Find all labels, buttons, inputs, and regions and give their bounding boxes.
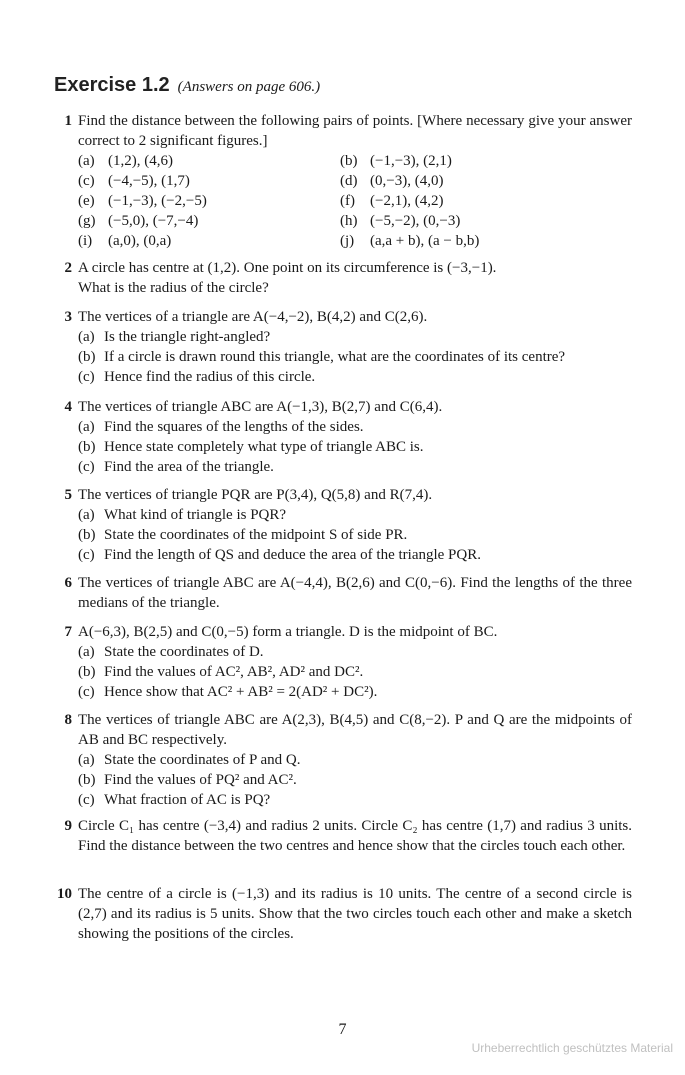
exercise-header xyxy=(54,74,320,97)
pair-item: (h) (−5,−2), (0,−3) xyxy=(340,213,461,229)
pair-item: (i) (a,0), (0,a) xyxy=(78,233,172,249)
pair-item: (e) (−1,−3), (−2,−5) xyxy=(78,193,207,209)
question-number: 1 xyxy=(64,113,72,129)
question-part: (b) If a circle is drawn round this triangle, what are the coordinates of its centre? xyxy=(78,349,566,365)
question-part: (a) What kind of triangle is PQR? xyxy=(78,507,287,523)
question-text: Circle C₁ has centre (−3,4) and radius 2 units. Circle C₂ has centre (1,7) and radius 3 units. Find the distance between the two centres and hence show that the circles touch each other. xyxy=(78,818,632,854)
question-text: The vertices of triangle ABC are A(2,3), B(4,5) and C(8,−2). P and Q are the midpoints of AB and BC respectively. xyxy=(78,712,632,748)
question-part: (c) Hence find the radius of this circle. xyxy=(78,369,316,385)
question-4 xyxy=(56,397,632,477)
question-7 xyxy=(56,622,632,702)
question-part: (c) What fraction of AC is PQ? xyxy=(78,792,271,808)
answers-note: (Answers on page 606.) xyxy=(177,79,321,95)
question-text: What is the radius of the circle? xyxy=(78,280,269,296)
question-9 xyxy=(56,816,632,856)
question-text: The vertices of triangle PQR are P(3,4), Q(5,8) and R(7,4). xyxy=(78,487,433,503)
question-number: 2 xyxy=(64,260,72,276)
page-number: 7 xyxy=(338,1021,347,1038)
question-part: (c) Find the area of the triangle. xyxy=(78,459,274,475)
question-part: (b) Hence state completely what type of triangle ABC is. xyxy=(78,439,424,455)
question-text: A(−6,3), B(2,5) and C(0,−5) form a triangle. D is the midpoint of BC. xyxy=(78,624,498,640)
question-text: The centre of a circle is (−1,3) and its radius is 10 units. The centre of a second circle is (2,7) and its radius is 5 units. Show that the two circles touch each other and make a sketch showing the positions of the circles. xyxy=(78,886,632,942)
question-5 xyxy=(56,485,632,565)
point-pairs-grid xyxy=(78,151,632,251)
question-6 xyxy=(56,573,632,613)
pair-item: (j) (a,a + b), (a − b,b) xyxy=(340,233,480,249)
pair-item: (f) (−2,1), (4,2) xyxy=(340,193,444,209)
exercise-title: Exercise 1.2 xyxy=(54,74,170,96)
question-number: 9 xyxy=(64,818,72,834)
question-text: The vertices of a triangle are A(−4,−2), B(4,2) and C(2,6). xyxy=(78,309,428,325)
question-part: (a) State the coordinates of D. xyxy=(78,644,264,660)
question-text: Find the distance between the following pairs of points. [Where necessary give your answer correct to 2 significant figures.] xyxy=(78,113,632,149)
question-number: 8 xyxy=(64,712,72,728)
question-part: (a) Find the squares of the lengths of the sides. xyxy=(78,419,364,435)
question-part: (a) State the coordinates of P and Q. xyxy=(78,752,301,768)
pair-item: (g) (−5,0), (−7,−4) xyxy=(78,213,199,229)
question-3 xyxy=(56,307,632,387)
question-part: (b) Find the values of PQ² and AC². xyxy=(78,772,297,788)
question-text: The vertices of triangle ABC are A(−1,3), B(2,7) and C(6,4). xyxy=(78,399,443,415)
question-part: (c) Hence show that AC² + AB² = 2(AD² + DC²). xyxy=(78,684,378,700)
question-number: 5 xyxy=(64,487,72,503)
question-number: 3 xyxy=(64,309,72,325)
question-number: 4 xyxy=(64,399,72,415)
question-part: (c) Find the length of QS and deduce the area of the triangle PQR. xyxy=(78,547,481,563)
copyright-watermark: Urheberrechtlich geschütztes Material xyxy=(471,1041,673,1055)
pair-item: (c) (−4,−5), (1,7) xyxy=(78,173,190,189)
pair-item: (b) (−1,−3), (2,1) xyxy=(340,153,452,169)
question-number: 6 xyxy=(64,575,72,591)
question-number: 10 xyxy=(57,886,72,902)
question-1 xyxy=(56,111,632,251)
pair-item: (a) (1,2), (4,6) xyxy=(78,153,173,169)
pair-item: (d) (0,−3), (4,0) xyxy=(340,173,444,189)
question-part: (b) State the coordinates of the midpoint S of side PR. xyxy=(78,527,408,543)
question-part: (a) Is the triangle right-angled? xyxy=(78,329,271,345)
question-number: 7 xyxy=(64,624,72,640)
question-8 xyxy=(56,710,632,810)
question-part: (b) Find the values of AC², AB², AD² and DC². xyxy=(78,664,364,680)
question-10 xyxy=(56,884,632,944)
question-text: The vertices of triangle ABC are A(−4,4), B(2,6) and C(0,−6). Find the lengths of the three medians of the triangle. xyxy=(78,575,632,611)
question-2 xyxy=(56,258,632,298)
question-text: A circle has centre at (1,2). One point on its circumference is (−3,−1). xyxy=(78,260,497,276)
